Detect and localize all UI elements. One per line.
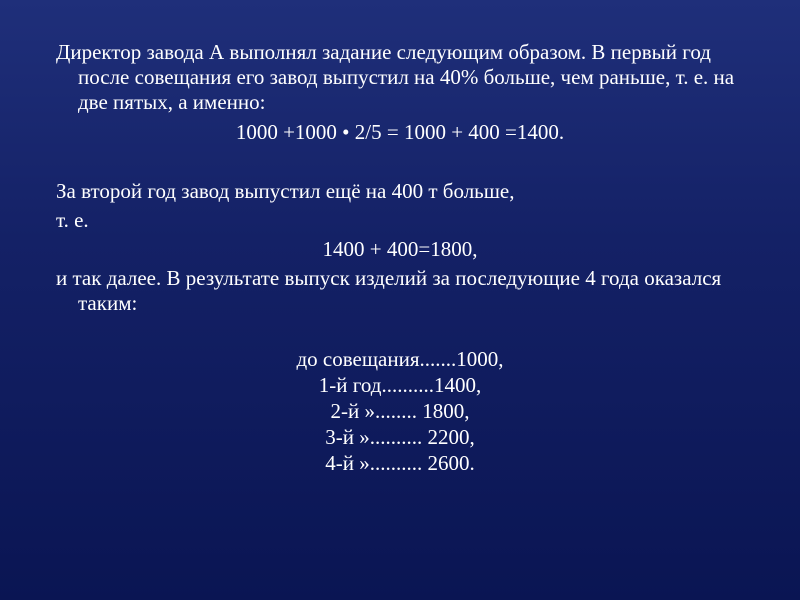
list-item: до совещания.......1000,	[296, 347, 504, 371]
list-item: 4-й ».......... 2600.	[325, 451, 475, 475]
paragraph-result-text: и так далее. В результате выпуск изделий за последующие 4 года оказался таким:	[56, 266, 722, 315]
paragraph-second-year: За второй год завод выпустил ещё на 400 т больше,	[56, 179, 515, 203]
output-list	[0, 346, 800, 476]
formula-year-2: 1400 + 400=1800,	[322, 237, 478, 261]
list-item: 2-й »........ 1800,	[330, 399, 470, 423]
list-item: 1-й год..........1400,	[318, 373, 482, 397]
paragraph-intro	[56, 40, 756, 115]
paragraph-that-is: т. е.	[56, 208, 89, 232]
paragraph-result	[56, 266, 756, 316]
formula-year-1: 1000 +1000 • 2/5 = 1000 + 400 =1400.	[235, 120, 565, 144]
list-item: 3-й ».......... 2200,	[325, 425, 475, 449]
paragraph-intro-text: Директор завода А выполнял задание следующим образом. В первый год после совещания его завод выпустил на 40% больше, чем раньше, т. е. на две пятых, а именно:	[56, 40, 735, 114]
